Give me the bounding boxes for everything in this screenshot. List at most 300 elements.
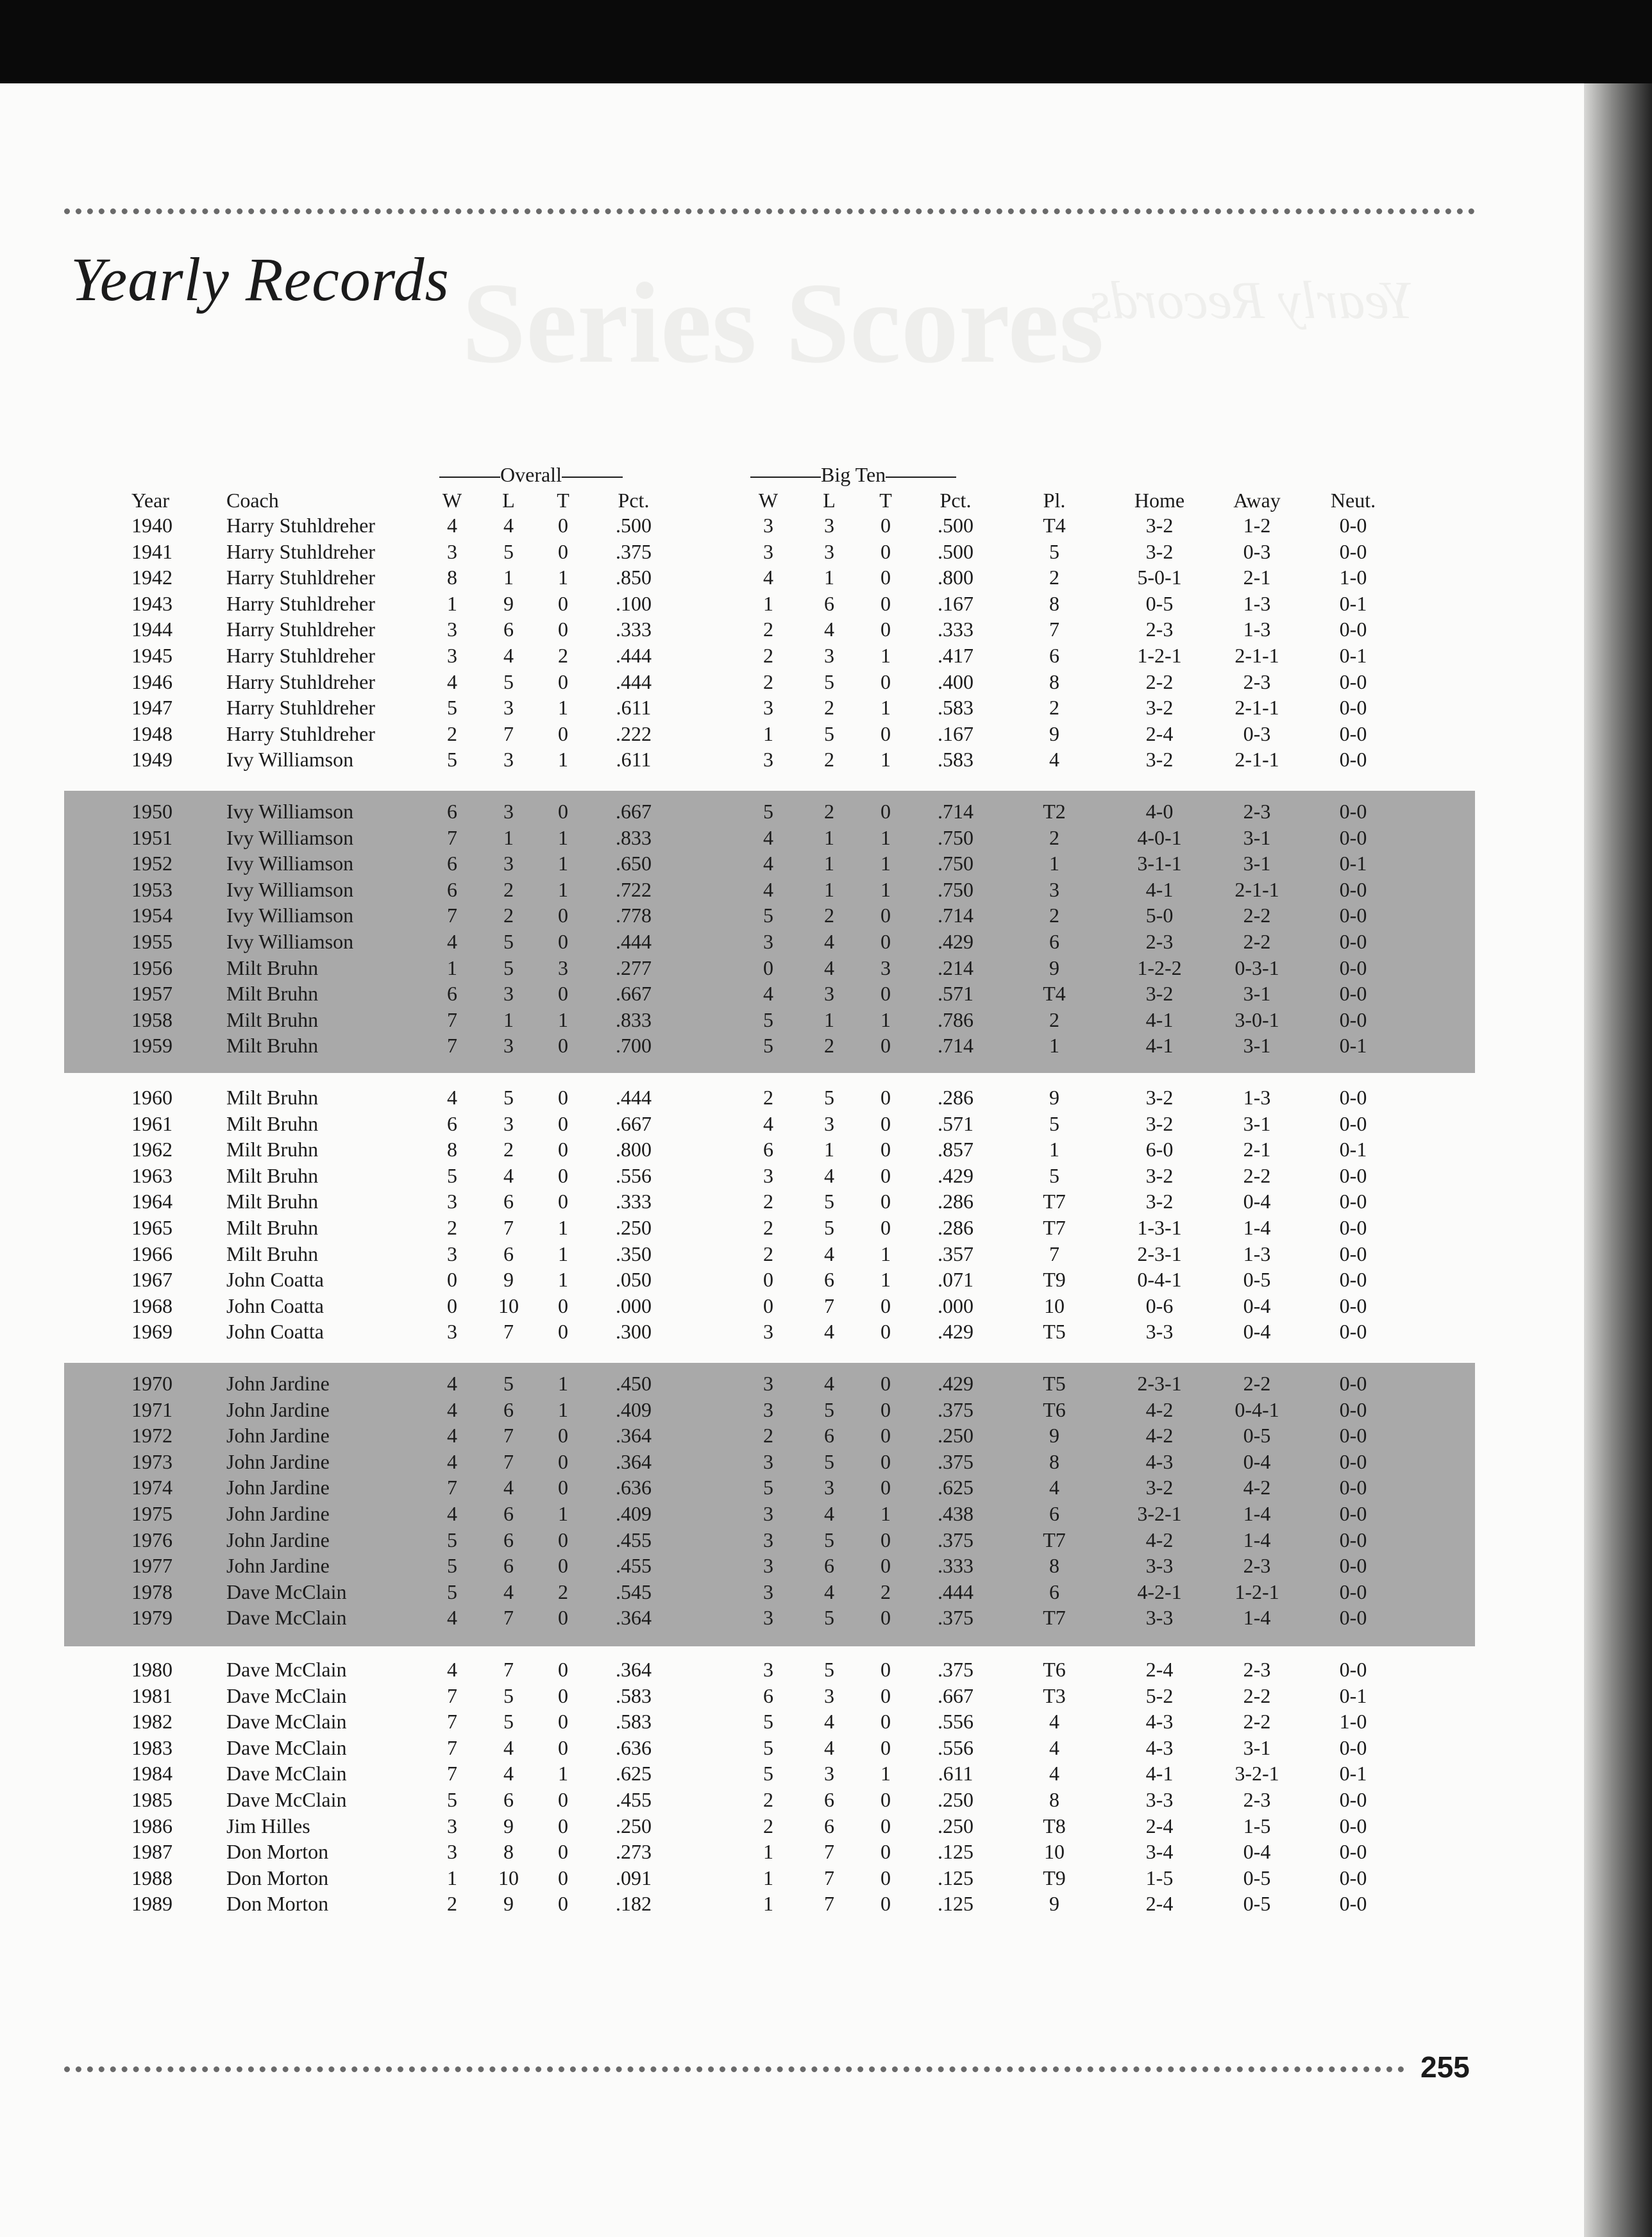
cell-bigten-w: 3 bbox=[763, 514, 773, 537]
cell-home: 4-2 bbox=[1145, 1424, 1174, 1448]
cell-away: 3-0-1 bbox=[1235, 1008, 1279, 1031]
cell-overall-pct: .250 bbox=[616, 1216, 652, 1239]
cell-bigten-l: 5 bbox=[824, 1528, 834, 1551]
header-neutral: Neut. bbox=[1330, 489, 1376, 512]
cell-overall-w: 1 bbox=[447, 1866, 457, 1889]
cell-bigten-l: 6 bbox=[824, 1268, 834, 1292]
cell-coach: Harry Stuhldreher bbox=[226, 514, 375, 537]
cell-bigten-l: 6 bbox=[824, 1554, 834, 1578]
cell-year: 1956 bbox=[131, 956, 173, 979]
cell-home: 1-2-1 bbox=[1137, 644, 1182, 667]
cell-coach: Dave McClain bbox=[226, 1762, 347, 1785]
cell-bigten-w: 3 bbox=[763, 1449, 773, 1473]
cell-bigten-pct: .500 bbox=[938, 514, 973, 537]
cell-bigten-w: 5 bbox=[763, 1735, 773, 1759]
cell-place: 6 bbox=[1049, 644, 1059, 667]
cell-home: 0-5 bbox=[1145, 591, 1174, 615]
cell-coach: Harry Stuhldreher bbox=[226, 618, 375, 641]
cell-overall-w: 4 bbox=[447, 1372, 457, 1395]
cell-home: 2-3-1 bbox=[1137, 1242, 1182, 1265]
cell-bigten-t: 0 bbox=[881, 514, 891, 537]
cell-away: 0-4 bbox=[1243, 1320, 1271, 1344]
cell-overall-t: 0 bbox=[558, 1086, 568, 1109]
cell-year: 1967 bbox=[131, 1268, 173, 1292]
cell-bigten-pct: .444 bbox=[938, 1580, 973, 1603]
cell-neutral: 0-0 bbox=[1339, 1190, 1367, 1213]
cell-overall-l: 8 bbox=[503, 1840, 514, 1864]
cell-place: 10 bbox=[1044, 1840, 1065, 1864]
cell-year: 1970 bbox=[131, 1372, 173, 1395]
cell-bigten-t: 1 bbox=[881, 1242, 891, 1265]
cell-bigten-pct: .357 bbox=[938, 1242, 973, 1265]
cell-overall-w: 1 bbox=[447, 591, 457, 615]
cell-overall-pct: .556 bbox=[616, 1163, 652, 1187]
cell-home: 4-2 bbox=[1145, 1397, 1174, 1421]
cell-overall-t: 1 bbox=[558, 1372, 568, 1395]
cell-overall-t: 0 bbox=[558, 800, 568, 823]
cell-neutral: 0-0 bbox=[1339, 800, 1367, 823]
cell-year: 1975 bbox=[131, 1502, 173, 1525]
cell-home: 0-4-1 bbox=[1137, 1268, 1182, 1292]
cell-bigten-pct: .214 bbox=[938, 956, 973, 979]
cell-bigten-pct: .429 bbox=[938, 1163, 973, 1187]
cell-year: 1981 bbox=[131, 1684, 173, 1707]
cell-overall-w: 6 bbox=[447, 982, 457, 1006]
cell-overall-w: 7 bbox=[447, 1476, 457, 1499]
cell-away: 2-1-1 bbox=[1235, 748, 1279, 772]
cell-overall-pct: .277 bbox=[616, 956, 652, 979]
cell-home: 1-3-1 bbox=[1137, 1216, 1182, 1239]
cell-overall-t: 0 bbox=[558, 1710, 568, 1734]
cell-away: 0-4 bbox=[1243, 1449, 1271, 1473]
cell-bigten-w: 3 bbox=[763, 748, 773, 772]
cell-overall-l: 1 bbox=[503, 825, 514, 849]
cell-place: 6 bbox=[1049, 1502, 1059, 1525]
cell-place: 4 bbox=[1049, 1710, 1059, 1734]
cell-year: 1947 bbox=[131, 696, 173, 720]
cell-overall-pct: .583 bbox=[616, 1684, 652, 1707]
cell-bigten-w: 3 bbox=[763, 1397, 773, 1421]
cell-away: 0-4 bbox=[1243, 1840, 1271, 1864]
cell-bigten-l: 2 bbox=[824, 696, 834, 720]
cell-overall-pct: .500 bbox=[616, 514, 652, 537]
cell-bigten-l: 7 bbox=[824, 1892, 834, 1916]
cell-home: 4-1 bbox=[1145, 1034, 1174, 1058]
cell-bigten-l: 3 bbox=[824, 1762, 834, 1785]
cell-home: 2-4 bbox=[1145, 1814, 1174, 1837]
cell-bigten-pct: .667 bbox=[938, 1684, 973, 1707]
cell-home: 2-3-1 bbox=[1137, 1372, 1182, 1395]
cell-overall-w: 4 bbox=[447, 1397, 457, 1421]
cell-bigten-pct: .800 bbox=[938, 566, 973, 589]
cell-bigten-l: 5 bbox=[824, 1190, 834, 1213]
cell-overall-w: 2 bbox=[447, 722, 457, 745]
cell-bigten-l: 6 bbox=[824, 591, 834, 615]
cell-bigten-w: 0 bbox=[763, 1268, 773, 1292]
cell-overall-l: 7 bbox=[503, 1216, 514, 1239]
cell-year: 1962 bbox=[131, 1138, 173, 1161]
cell-away: 2-3 bbox=[1243, 1788, 1271, 1811]
cell-bigten-t: 1 bbox=[881, 877, 891, 901]
cell-away: 3-1 bbox=[1243, 1111, 1271, 1135]
cell-neutral: 0-0 bbox=[1339, 1892, 1367, 1916]
cell-coach: Dave McClain bbox=[226, 1788, 347, 1811]
cell-bigten-l: 1 bbox=[824, 1008, 834, 1031]
cell-bigten-l: 5 bbox=[824, 1086, 834, 1109]
cell-overall-t: 0 bbox=[558, 1554, 568, 1578]
cell-overall-t: 0 bbox=[558, 539, 568, 563]
cell-bigten-t: 0 bbox=[881, 670, 891, 693]
cell-away: 2-2 bbox=[1243, 1710, 1271, 1734]
cell-home: 5-0 bbox=[1145, 904, 1174, 927]
cell-place: T4 bbox=[1043, 514, 1066, 537]
cell-overall-pct: .444 bbox=[616, 644, 652, 667]
cell-bigten-l: 7 bbox=[824, 1840, 834, 1864]
cell-away: 2-3 bbox=[1243, 1658, 1271, 1681]
cell-year: 1960 bbox=[131, 1086, 173, 1109]
cell-neutral: 0-0 bbox=[1339, 696, 1367, 720]
cell-year: 1951 bbox=[131, 825, 173, 849]
cell-coach: Jim Hilles bbox=[226, 1814, 310, 1837]
cell-bigten-w: 5 bbox=[763, 1762, 773, 1785]
cell-home: 3-2 bbox=[1145, 1163, 1174, 1187]
cell-year: 1985 bbox=[131, 1788, 173, 1811]
cell-place: 7 bbox=[1049, 1242, 1059, 1265]
cell-overall-pct: .667 bbox=[616, 1111, 652, 1135]
cell-overall-pct: .409 bbox=[616, 1397, 652, 1421]
cell-bigten-w: 2 bbox=[763, 1788, 773, 1811]
cell-place: 9 bbox=[1049, 1892, 1059, 1916]
cell-overall-pct: .455 bbox=[616, 1788, 652, 1811]
cell-overall-w: 4 bbox=[447, 1449, 457, 1473]
cell-overall-w: 4 bbox=[447, 930, 457, 953]
cell-away: 2-2 bbox=[1243, 904, 1271, 927]
cell-overall-pct: .222 bbox=[616, 722, 652, 745]
cell-bigten-w: 1 bbox=[763, 591, 773, 615]
cell-place: T8 bbox=[1043, 1814, 1066, 1837]
cell-neutral: 0-0 bbox=[1339, 904, 1367, 927]
cell-coach: John Jardine bbox=[226, 1397, 330, 1421]
cell-overall-l: 6 bbox=[503, 1528, 514, 1551]
cell-bigten-t: 0 bbox=[881, 1554, 891, 1578]
cell-place: 9 bbox=[1049, 1086, 1059, 1109]
cell-bigten-w: 5 bbox=[763, 1008, 773, 1031]
cell-home: 5-2 bbox=[1145, 1684, 1174, 1707]
cell-overall-l: 10 bbox=[498, 1294, 519, 1317]
cell-overall-t: 0 bbox=[558, 514, 568, 537]
cell-overall-w: 3 bbox=[447, 1320, 457, 1344]
cell-overall-l: 5 bbox=[503, 539, 514, 563]
cell-home: 3-1-1 bbox=[1137, 852, 1182, 875]
cell-bigten-w: 2 bbox=[763, 1424, 773, 1448]
cell-place: T4 bbox=[1043, 982, 1066, 1006]
cell-neutral: 0-0 bbox=[1339, 1476, 1367, 1499]
cell-overall-t: 0 bbox=[558, 904, 568, 927]
cell-overall-t: 1 bbox=[558, 1008, 568, 1031]
cell-overall-w: 7 bbox=[447, 1684, 457, 1707]
cell-overall-l: 7 bbox=[503, 1606, 514, 1630]
cell-place: 8 bbox=[1049, 1449, 1059, 1473]
cell-bigten-w: 3 bbox=[763, 1163, 773, 1187]
cell-overall-pct: .455 bbox=[616, 1554, 652, 1578]
cell-year: 1958 bbox=[131, 1008, 173, 1031]
header-bigten-pct: Pct. bbox=[940, 489, 972, 512]
cell-bigten-t: 0 bbox=[881, 1840, 891, 1864]
cell-place: 8 bbox=[1049, 1554, 1059, 1578]
cell-bigten-t: 0 bbox=[881, 1372, 891, 1395]
cell-coach: Milt Bruhn bbox=[226, 1242, 319, 1265]
cell-bigten-l: 4 bbox=[824, 930, 834, 953]
cell-away: 3-1 bbox=[1243, 825, 1271, 849]
cell-bigten-t: 0 bbox=[881, 1111, 891, 1135]
cell-bigten-l: 4 bbox=[824, 1372, 834, 1395]
cell-bigten-w: 6 bbox=[763, 1684, 773, 1707]
cell-overall-t: 0 bbox=[558, 1814, 568, 1837]
cell-bigten-l: 5 bbox=[824, 670, 834, 693]
cell-place: T7 bbox=[1043, 1190, 1066, 1213]
cell-away: 1-5 bbox=[1243, 1814, 1271, 1837]
cell-bigten-pct: .400 bbox=[938, 670, 973, 693]
cell-overall-t: 1 bbox=[558, 852, 568, 875]
cell-away: 1-3 bbox=[1243, 1086, 1271, 1109]
cell-neutral: 0-0 bbox=[1339, 1580, 1367, 1603]
cell-neutral: 0-0 bbox=[1339, 956, 1367, 979]
cell-bigten-t: 0 bbox=[881, 1606, 891, 1630]
cell-overall-t: 0 bbox=[558, 1476, 568, 1499]
cell-place: T7 bbox=[1043, 1606, 1066, 1630]
cell-overall-pct: .667 bbox=[616, 800, 652, 823]
cell-place: T7 bbox=[1043, 1216, 1066, 1239]
cell-home: 4-3 bbox=[1145, 1735, 1174, 1759]
cell-home: 4-1 bbox=[1145, 877, 1174, 901]
cell-neutral: 0-0 bbox=[1339, 539, 1367, 563]
cell-year: 1986 bbox=[131, 1814, 173, 1837]
cell-home: 5-0-1 bbox=[1137, 566, 1182, 589]
cell-overall-pct: .833 bbox=[616, 1008, 652, 1031]
cell-bigten-t: 2 bbox=[881, 1580, 891, 1603]
cell-home: 3-3 bbox=[1145, 1606, 1174, 1630]
cell-coach: John Coatta bbox=[226, 1268, 324, 1292]
cell-neutral: 0-0 bbox=[1339, 982, 1367, 1006]
cell-overall-w: 4 bbox=[447, 514, 457, 537]
cell-bigten-l: 4 bbox=[824, 618, 834, 641]
cell-home: 3-2 bbox=[1145, 696, 1174, 720]
cell-overall-pct: .625 bbox=[616, 1762, 652, 1785]
cell-overall-l: 9 bbox=[503, 1268, 514, 1292]
cell-bigten-w: 4 bbox=[763, 852, 773, 875]
cell-away: 2-1 bbox=[1243, 1138, 1271, 1161]
cell-year: 1974 bbox=[131, 1476, 173, 1499]
cell-bigten-pct: .714 bbox=[938, 904, 973, 927]
cell-neutral: 0-0 bbox=[1339, 1866, 1367, 1889]
cell-bigten-l: 4 bbox=[824, 1320, 834, 1344]
cell-neutral: 0-1 bbox=[1339, 852, 1367, 875]
cell-away: 2-1-1 bbox=[1235, 696, 1279, 720]
cell-overall-w: 7 bbox=[447, 1735, 457, 1759]
cell-overall-l: 2 bbox=[503, 1138, 514, 1161]
cell-year: 1953 bbox=[131, 877, 173, 901]
cell-year: 1965 bbox=[131, 1216, 173, 1239]
cell-overall-t: 1 bbox=[558, 748, 568, 772]
cell-bigten-pct: .750 bbox=[938, 825, 973, 849]
cell-overall-l: 4 bbox=[503, 514, 514, 537]
cell-overall-w: 3 bbox=[447, 618, 457, 641]
cell-away: 0-5 bbox=[1243, 1866, 1271, 1889]
cell-away: 1-4 bbox=[1243, 1502, 1271, 1525]
cell-coach: John Jardine bbox=[226, 1502, 330, 1525]
cell-bigten-l: 7 bbox=[824, 1866, 834, 1889]
page-title: Yearly Records bbox=[71, 245, 450, 314]
cell-place: T7 bbox=[1043, 1528, 1066, 1551]
cell-bigten-l: 3 bbox=[824, 1111, 834, 1135]
cell-overall-w: 3 bbox=[447, 644, 457, 667]
cell-overall-w: 5 bbox=[447, 1788, 457, 1811]
cell-home: 1-5 bbox=[1145, 1866, 1174, 1889]
cell-bigten-pct: .571 bbox=[938, 1111, 973, 1135]
cell-bigten-t: 0 bbox=[881, 930, 891, 953]
cell-neutral: 0-0 bbox=[1339, 1814, 1367, 1837]
cell-neutral: 0-0 bbox=[1339, 1216, 1367, 1239]
cell-bigten-w: 3 bbox=[763, 1658, 773, 1681]
cell-home: 4-2-1 bbox=[1137, 1580, 1182, 1603]
cell-bigten-l: 5 bbox=[824, 1397, 834, 1421]
cell-bigten-pct: .375 bbox=[938, 1606, 973, 1630]
cell-bigten-w: 0 bbox=[763, 1294, 773, 1317]
header-overall-l: L bbox=[502, 489, 515, 512]
cell-coach: Milt Bruhn bbox=[226, 1111, 319, 1135]
cell-overall-w: 2 bbox=[447, 1892, 457, 1916]
cell-overall-pct: .833 bbox=[616, 825, 652, 849]
cell-coach: Harry Stuhldreher bbox=[226, 644, 375, 667]
cell-overall-l: 3 bbox=[503, 852, 514, 875]
cell-bigten-t: 0 bbox=[881, 904, 891, 927]
cell-year: 1957 bbox=[131, 982, 173, 1006]
cell-overall-pct: .375 bbox=[616, 539, 652, 563]
cell-overall-pct: .091 bbox=[616, 1866, 652, 1889]
cell-bigten-pct: .429 bbox=[938, 1372, 973, 1395]
cell-overall-pct: .182 bbox=[616, 1892, 652, 1916]
cell-home: 4-0 bbox=[1145, 800, 1174, 823]
cell-away: 1-3 bbox=[1243, 1242, 1271, 1265]
cell-home: 3-2-1 bbox=[1137, 1502, 1182, 1525]
header-coach: Coach bbox=[226, 489, 279, 512]
cell-coach: Milt Bruhn bbox=[226, 1163, 319, 1187]
cell-overall-pct: .583 bbox=[616, 1710, 652, 1734]
cell-place: T3 bbox=[1043, 1684, 1066, 1707]
cell-bigten-l: 3 bbox=[824, 982, 834, 1006]
cell-bigten-l: 3 bbox=[824, 1684, 834, 1707]
cell-overall-pct: .444 bbox=[616, 930, 652, 953]
cell-overall-pct: .444 bbox=[616, 1086, 652, 1109]
cell-away: 2-1-1 bbox=[1235, 644, 1279, 667]
cell-overall-l: 2 bbox=[503, 877, 514, 901]
cell-overall-pct: .350 bbox=[616, 1242, 652, 1265]
cell-bigten-t: 0 bbox=[881, 1034, 891, 1058]
cell-overall-w: 1 bbox=[447, 956, 457, 979]
cell-overall-t: 1 bbox=[558, 1502, 568, 1525]
cell-bigten-pct: .167 bbox=[938, 591, 973, 615]
cell-coach: Dave McClain bbox=[226, 1580, 347, 1603]
cell-bigten-t: 0 bbox=[881, 618, 891, 641]
cell-coach: Dave McClain bbox=[226, 1710, 347, 1734]
cell-home: 3-2 bbox=[1145, 1086, 1174, 1109]
cell-overall-t: 0 bbox=[558, 930, 568, 953]
cell-overall-l: 5 bbox=[503, 956, 514, 979]
cell-overall-t: 1 bbox=[558, 1762, 568, 1785]
cell-overall-w: 5 bbox=[447, 1528, 457, 1551]
cell-bigten-pct: .375 bbox=[938, 1528, 973, 1551]
cell-overall-pct: .300 bbox=[616, 1320, 652, 1344]
cell-home: 6-0 bbox=[1145, 1138, 1174, 1161]
cell-overall-l: 6 bbox=[503, 618, 514, 641]
cell-neutral: 0-0 bbox=[1339, 1111, 1367, 1135]
cell-year: 1961 bbox=[131, 1111, 173, 1135]
cell-overall-l: 4 bbox=[503, 1476, 514, 1499]
cell-place: T6 bbox=[1043, 1658, 1066, 1681]
cell-away: 2-3 bbox=[1243, 1554, 1271, 1578]
cell-coach: Harry Stuhldreher bbox=[226, 539, 375, 563]
cell-bigten-w: 5 bbox=[763, 1034, 773, 1058]
cell-bigten-l: 1 bbox=[824, 877, 834, 901]
cell-bigten-w: 2 bbox=[763, 618, 773, 641]
cell-neutral: 0-0 bbox=[1339, 1268, 1367, 1292]
cell-bigten-t: 0 bbox=[881, 722, 891, 745]
cell-home: 2-3 bbox=[1145, 930, 1174, 953]
cell-bigten-w: 5 bbox=[763, 1710, 773, 1734]
cell-bigten-pct: .857 bbox=[938, 1138, 973, 1161]
cell-coach: Harry Stuhldreher bbox=[226, 696, 375, 720]
cell-bigten-t: 0 bbox=[881, 1528, 891, 1551]
cell-bigten-l: 6 bbox=[824, 1424, 834, 1448]
cell-place: 6 bbox=[1049, 930, 1059, 953]
cell-bigten-t: 0 bbox=[881, 591, 891, 615]
cell-bigten-pct: .250 bbox=[938, 1814, 973, 1837]
cell-coach: Don Morton bbox=[226, 1866, 329, 1889]
cell-place: 2 bbox=[1049, 566, 1059, 589]
cell-year: 1984 bbox=[131, 1762, 173, 1785]
header-bigten-w: W bbox=[758, 489, 779, 512]
cell-bigten-w: 5 bbox=[763, 1476, 773, 1499]
cell-bigten-w: 2 bbox=[763, 670, 773, 693]
cell-bigten-t: 1 bbox=[881, 825, 891, 849]
cell-coach: Harry Stuhldreher bbox=[226, 722, 375, 745]
cell-coach: Ivy Williamson bbox=[226, 825, 354, 849]
cell-away: 2-2 bbox=[1243, 1163, 1271, 1187]
cell-home: 0-6 bbox=[1145, 1294, 1174, 1317]
cell-bigten-l: 5 bbox=[824, 1658, 834, 1681]
cell-place: 2 bbox=[1049, 696, 1059, 720]
cell-bigten-w: 2 bbox=[763, 1242, 773, 1265]
cell-bigten-pct: .556 bbox=[938, 1710, 973, 1734]
cell-home: 2-4 bbox=[1145, 1658, 1174, 1681]
cell-overall-l: 1 bbox=[503, 1008, 514, 1031]
cell-overall-pct: .273 bbox=[616, 1840, 652, 1864]
cell-overall-t: 0 bbox=[558, 1320, 568, 1344]
cell-home: 4-1 bbox=[1145, 1762, 1174, 1785]
cell-overall-w: 3 bbox=[447, 1242, 457, 1265]
cell-bigten-l: 2 bbox=[824, 748, 834, 772]
cell-coach: Harry Stuhldreher bbox=[226, 566, 375, 589]
cell-overall-t: 0 bbox=[558, 1866, 568, 1889]
cell-overall-l: 2 bbox=[503, 904, 514, 927]
cell-bigten-w: 3 bbox=[763, 930, 773, 953]
cell-overall-t: 1 bbox=[558, 1216, 568, 1239]
cell-bigten-l: 6 bbox=[824, 1814, 834, 1837]
cell-bigten-w: 6 bbox=[763, 1138, 773, 1161]
cell-bigten-pct: .250 bbox=[938, 1788, 973, 1811]
cell-overall-pct: .333 bbox=[616, 618, 652, 641]
cell-bigten-l: 5 bbox=[824, 1606, 834, 1630]
